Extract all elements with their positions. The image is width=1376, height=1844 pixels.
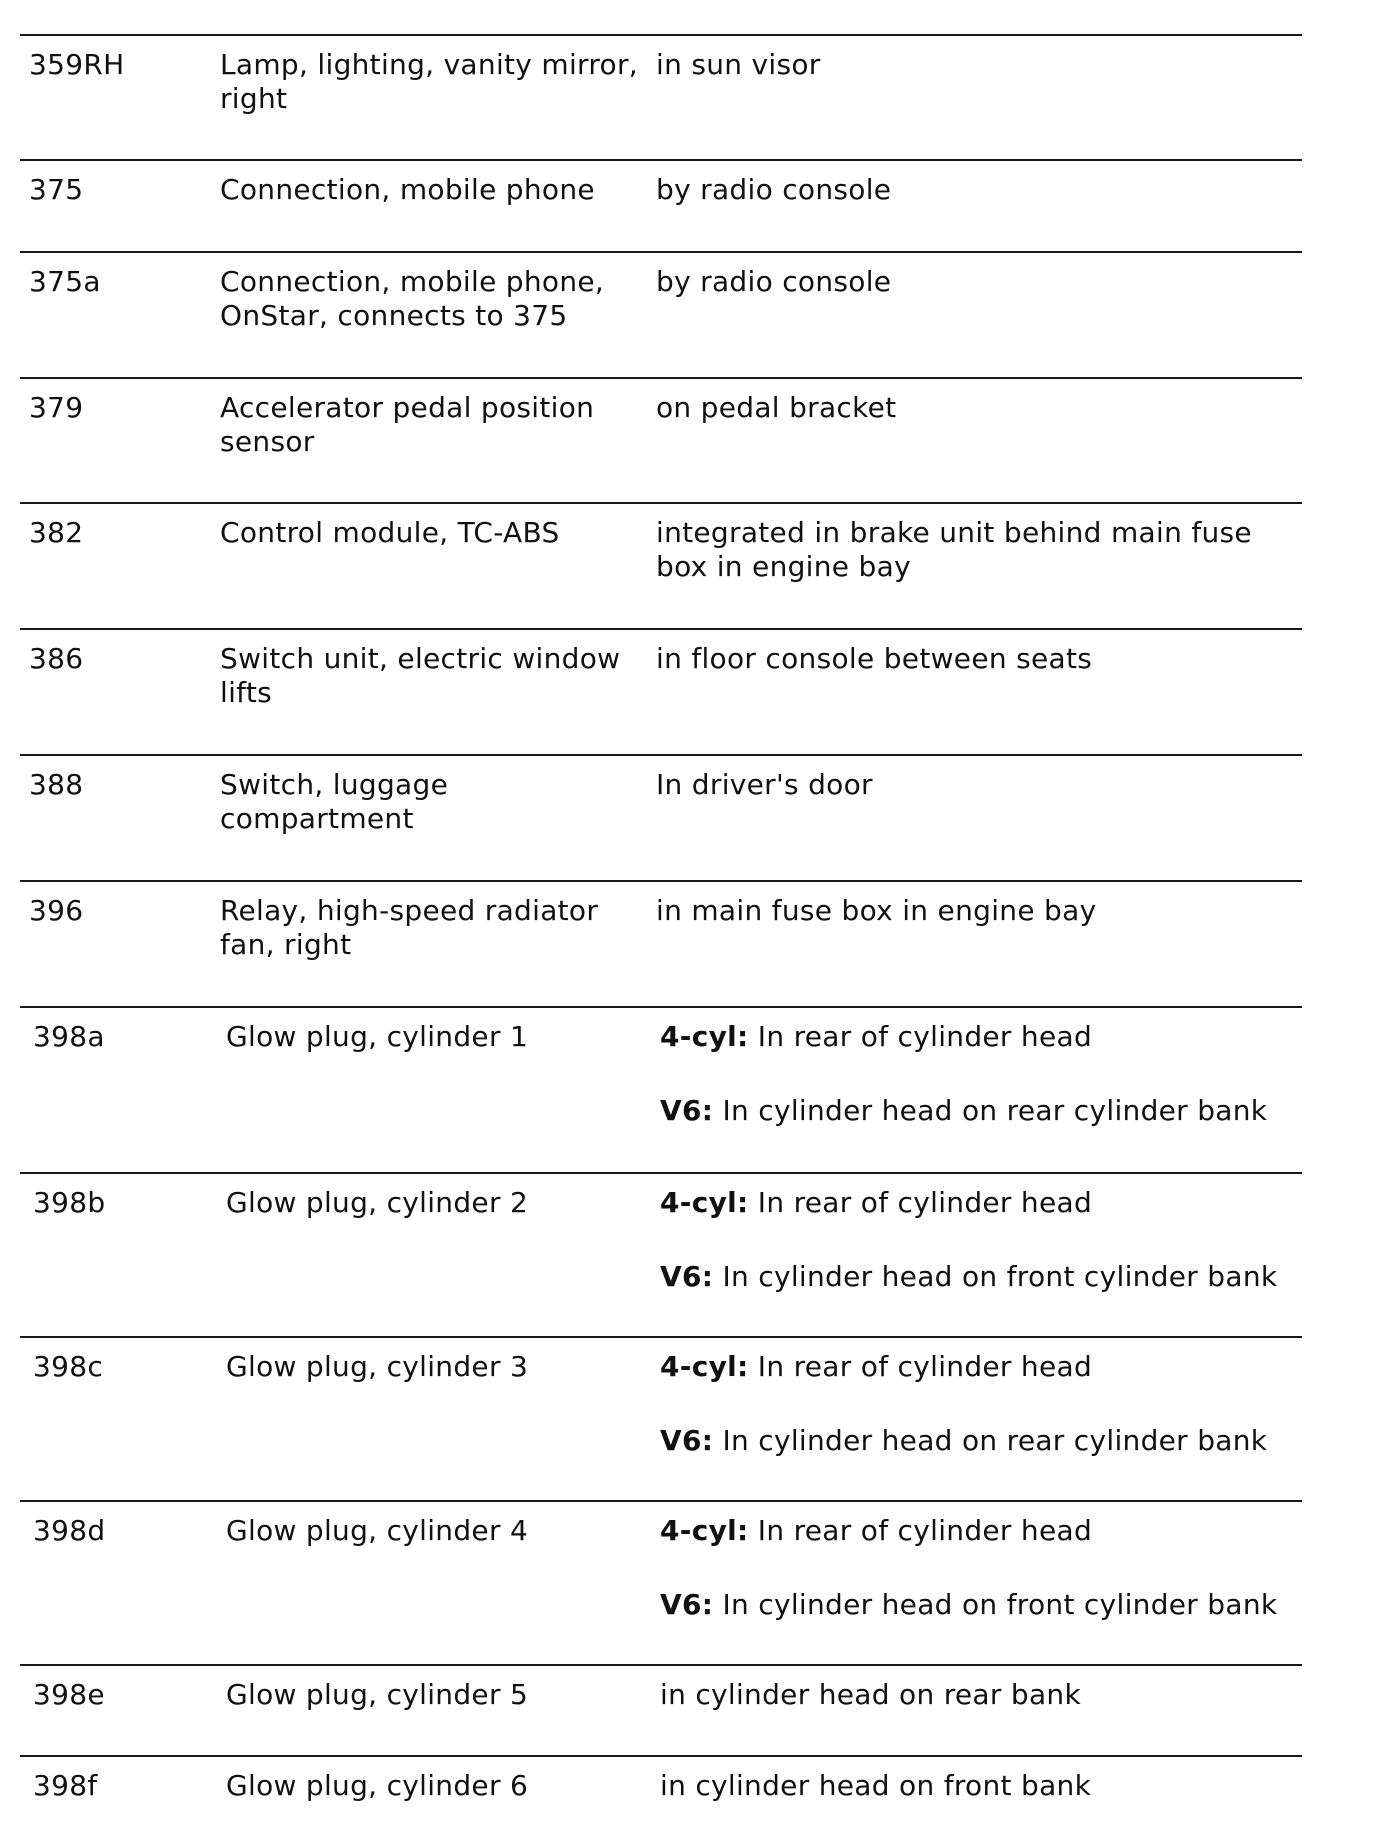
table-row (20, 1755, 1302, 1844)
component-code: 398c (33, 1350, 104, 1383)
location-line: In driver's door (656, 768, 873, 801)
table-row (20, 880, 1302, 1008)
location-line: by radio console (656, 173, 892, 206)
component-location (656, 768, 1296, 802)
component-code: 375a (29, 265, 101, 298)
location-line: in cylinder head on front bank (660, 1769, 1092, 1802)
location-line: by radio console (656, 265, 892, 298)
component-description: Connection, mobile phone, OnStar, connects to 375 (220, 265, 605, 332)
location-line: 4-cyl: In rear of cylinder head (660, 1186, 1093, 1219)
component-location (660, 1020, 1300, 1128)
component-description: Accelerator pedal position sensor (220, 391, 595, 458)
component-location (656, 642, 1296, 676)
table-row (20, 34, 1302, 161)
component-code: 388 (29, 768, 84, 801)
component-description: Switch, luggage compartment (220, 768, 449, 835)
component-location (660, 1186, 1300, 1294)
table-row (20, 1500, 1302, 1666)
component-description: Lamp, lighting, vanity mirror, right (220, 48, 638, 115)
engine-variant-label: 4-cyl: (660, 1350, 749, 1383)
component-code: 375 (29, 173, 84, 206)
component-description: Glow plug, cylinder 1 (226, 1020, 529, 1053)
engine-variant-label: 4-cyl: (660, 1186, 749, 1219)
location-line: V6: In cylinder head on front cylinder bank (660, 1588, 1278, 1621)
component-location (656, 173, 1296, 207)
component-location (656, 48, 1296, 82)
component-code: 359RH (29, 48, 125, 81)
table-row (20, 1172, 1302, 1338)
location-line: 4-cyl: In rear of cylinder head (660, 1514, 1093, 1547)
table-row (20, 502, 1302, 630)
engine-variant-label: 4-cyl: (660, 1514, 749, 1547)
table-row (20, 377, 1302, 504)
component-location (660, 1514, 1300, 1622)
table-row (20, 251, 1302, 379)
location-line: in sun visor (656, 48, 821, 81)
table-row (20, 1006, 1302, 1174)
component-location (660, 1350, 1300, 1458)
table-row (20, 754, 1302, 882)
engine-variant-label: V6: (660, 1094, 714, 1127)
component-location (656, 265, 1296, 299)
engine-variant-label: V6: (660, 1260, 714, 1293)
component-code: 398d (33, 1514, 106, 1547)
component-location (656, 516, 1296, 584)
component-location (656, 391, 1296, 425)
table-row (20, 1664, 1302, 1757)
component-description: Glow plug, cylinder 6 (226, 1769, 529, 1802)
component-description: Switch unit, electric window lifts (220, 642, 621, 709)
component-location (660, 1678, 1300, 1712)
location-line: V6: In cylinder head on rear cylinder bank (660, 1094, 1268, 1127)
component-location (660, 1769, 1300, 1803)
component-code: 398b (33, 1186, 106, 1219)
component-code: 382 (29, 516, 84, 549)
component-code: 396 (29, 894, 84, 927)
component-description: Glow plug, cylinder 5 (226, 1678, 529, 1711)
component-code: 379 (29, 391, 84, 424)
table-row (20, 628, 1302, 756)
component-description: Control module, TC-ABS (220, 516, 560, 549)
component-location (656, 894, 1296, 928)
component-description: Relay, high-speed radiator fan, right (220, 894, 599, 961)
component-description: Glow plug, cylinder 4 (226, 1514, 529, 1547)
location-line: 4-cyl: In rear of cylinder head (660, 1020, 1093, 1053)
location-line: in cylinder head on rear bank (660, 1678, 1081, 1711)
table-row (20, 159, 1302, 253)
location-line: integrated in brake unit behind main fuse box in engine bay (656, 516, 1252, 583)
location-line: on pedal bracket (656, 391, 897, 424)
table-row (20, 1336, 1302, 1502)
engine-variant-label: 4-cyl: (660, 1020, 749, 1053)
location-line: in floor console between seats (656, 642, 1093, 675)
component-description: Connection, mobile phone (220, 173, 595, 206)
engine-variant-label: V6: (660, 1424, 714, 1457)
component-description: Glow plug, cylinder 2 (226, 1186, 529, 1219)
component-code: 398a (33, 1020, 105, 1053)
location-line: V6: In cylinder head on rear cylinder bank (660, 1424, 1268, 1457)
component-description: Glow plug, cylinder 3 (226, 1350, 529, 1383)
component-code: 386 (29, 642, 84, 675)
location-line: 4-cyl: In rear of cylinder head (660, 1350, 1093, 1383)
location-line: V6: In cylinder head on front cylinder bank (660, 1260, 1278, 1293)
component-code: 398f (33, 1769, 98, 1802)
component-code: 398e (33, 1678, 105, 1711)
engine-variant-label: V6: (660, 1588, 714, 1621)
location-line: in main fuse box in engine bay (656, 894, 1097, 927)
